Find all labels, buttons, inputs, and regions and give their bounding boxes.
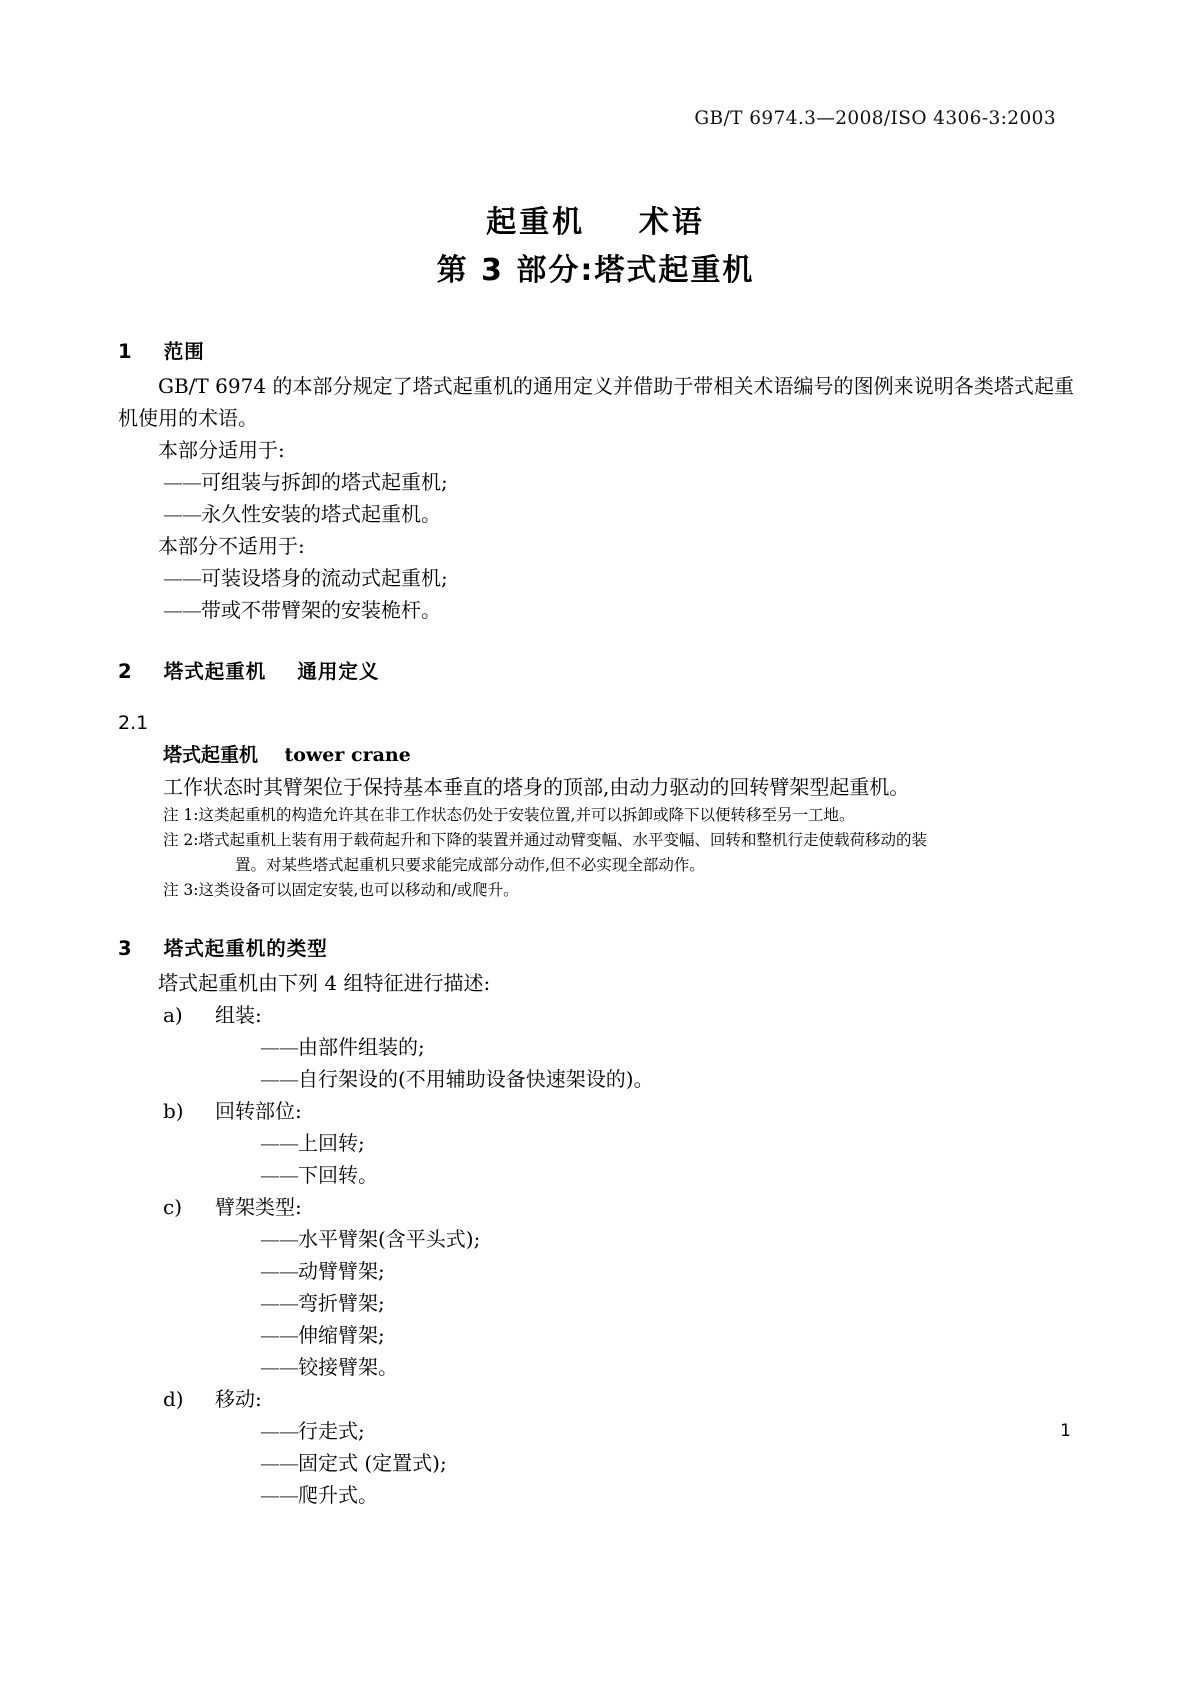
types-subitem xyxy=(118,1447,1074,1479)
em-dash: —— xyxy=(260,1067,298,1091)
note-continuation: 置。对某些塔式起重机只要求能完成部分动作,但不必实现全部动作。 xyxy=(235,856,705,874)
em-dash: —— xyxy=(260,1227,298,1251)
types-subitem-text: 上回转; xyxy=(298,1131,365,1155)
title-line-2: 第 3 部分:塔式起重机 xyxy=(436,253,755,288)
types-subitem xyxy=(118,1479,1074,1511)
note-label: 注 1: xyxy=(163,806,199,824)
em-dash: —— xyxy=(163,566,201,590)
note-label: 注 2: xyxy=(163,831,199,849)
em-dash: —— xyxy=(163,502,201,526)
term-definition: 工作状态时其臂架位于保持基本垂直的塔身的顶部,由动力驱动的回转臂架型起重机。 xyxy=(163,775,910,799)
em-dash: —— xyxy=(260,1131,298,1155)
types-subitem-text: 伸缩臂架; xyxy=(298,1323,385,1347)
note-item xyxy=(118,828,1074,853)
em-dash: —— xyxy=(260,1483,298,1507)
note-text: 这类起重机的构造允许其在非工作状态仍处于安装位置,并可以拆卸或降下以便转移至另一工地。 xyxy=(198,806,855,824)
em-dash: —— xyxy=(260,1035,298,1059)
types-subitem xyxy=(118,1415,1074,1447)
types-subitem-text: 爬升式。 xyxy=(298,1483,378,1507)
running-header-standard-ref: GB/T 6974.3—2008/ISO 4306-3:2003 xyxy=(694,108,1056,129)
types-subitem xyxy=(118,1255,1074,1287)
em-dash: —— xyxy=(260,1355,298,1379)
title-line-1: 起重机 术语 xyxy=(486,205,705,240)
em-dash: —— xyxy=(260,1451,298,1475)
types-subitem-text: 由部件组装的; xyxy=(298,1035,425,1059)
document-body xyxy=(118,336,1074,1511)
note-text: 这类设备可以固定安装,也可以移动和/或爬升。 xyxy=(198,881,519,899)
types-list-item xyxy=(118,1095,1074,1127)
list-marker: b) xyxy=(163,1099,184,1123)
em-dash: —— xyxy=(260,1323,298,1347)
list-item-label: 回转部位: xyxy=(215,1099,302,1123)
note-item xyxy=(118,878,1074,903)
term-chinese: 塔式起重机 xyxy=(163,744,259,766)
note-item xyxy=(118,803,1074,828)
scope-not-applies-text: 带或不带臂架的安装桅杆。 xyxy=(201,598,441,622)
types-subitem-text: 动臂臂架; xyxy=(298,1259,385,1283)
scope-applies-item xyxy=(118,466,1074,498)
scope-applies-text: 永久性安装的塔式起重机。 xyxy=(201,502,441,526)
types-subitem xyxy=(118,1031,1074,1063)
types-subitem-text: 弯折臂架; xyxy=(298,1291,385,1315)
term-english: tower crane xyxy=(284,744,411,766)
scope-applies-item xyxy=(118,498,1074,530)
list-marker: a) xyxy=(163,1003,183,1027)
em-dash: —— xyxy=(163,598,201,622)
heading-clause-2: 2 塔式起重机 通用定义 xyxy=(118,660,380,683)
scope-not-applies-item xyxy=(118,562,1074,594)
heading-clause-3: 3 塔式起重机的类型 xyxy=(118,937,328,960)
types-subitem-text: 下回转。 xyxy=(298,1163,378,1187)
types-subitem xyxy=(118,1063,1074,1095)
types-subitem xyxy=(118,1127,1074,1159)
em-dash: —— xyxy=(260,1163,298,1187)
em-dash: —— xyxy=(163,470,201,494)
list-item-label: 臂架类型: xyxy=(215,1195,302,1219)
types-subitem xyxy=(118,1159,1074,1191)
types-subitem-text: 固定式 (定置式); xyxy=(298,1451,447,1475)
scope-paragraph-1: GB/T 6974 的本部分规定了塔式起重机的通用定义并借助于带相关术语编号的图例来说明各类塔式起重机使用的术语。 xyxy=(118,374,1074,430)
types-subitem-text: 自行架设的(不用辅助设备快速架设的)。 xyxy=(298,1067,654,1091)
page-number: 1 xyxy=(1060,1421,1071,1441)
types-subitem xyxy=(118,1351,1074,1383)
em-dash: —— xyxy=(260,1419,298,1443)
list-item-label: 移动: xyxy=(215,1387,262,1411)
types-list-item xyxy=(118,1383,1074,1415)
scope-paragraph-3: 本部分不适用于: xyxy=(158,534,305,558)
types-list-item xyxy=(118,1191,1074,1223)
document-title xyxy=(0,200,1191,296)
types-subitem-text: 行走式; xyxy=(298,1419,365,1443)
term-entry-tower-crane xyxy=(118,740,1074,767)
types-subitem-text: 铰接臂架。 xyxy=(298,1355,398,1379)
note-label: 注 3: xyxy=(163,881,199,899)
types-subitem xyxy=(118,1287,1074,1319)
em-dash: —— xyxy=(260,1291,298,1315)
heading-clause-1: 1 范围 xyxy=(118,340,205,363)
types-subitem xyxy=(118,1319,1074,1351)
scope-not-applies-item xyxy=(118,594,1074,626)
clause-number-2-1: 2.1 xyxy=(118,712,149,734)
list-marker: d) xyxy=(163,1387,184,1411)
scope-not-applies-text: 可装设塔身的流动式起重机; xyxy=(201,566,448,590)
types-intro: 塔式起重机由下列 4 组特征进行描述: xyxy=(158,971,491,995)
types-subitem xyxy=(118,1223,1074,1255)
em-dash: —— xyxy=(260,1259,298,1283)
note-text: 塔式起重机上装有用于载荷起升和下降的装置并通过动臂变幅、水平变幅、回转和整机行走使载荷移动的装 xyxy=(198,831,928,849)
scope-paragraph-2: 本部分适用于: xyxy=(158,438,285,462)
types-subitem-text: 水平臂架(含平头式); xyxy=(298,1227,481,1251)
types-list-item xyxy=(118,999,1074,1031)
list-marker: c) xyxy=(163,1195,183,1219)
list-item-label: 组装: xyxy=(215,1003,262,1027)
scope-applies-text: 可组装与拆卸的塔式起重机; xyxy=(201,470,448,494)
